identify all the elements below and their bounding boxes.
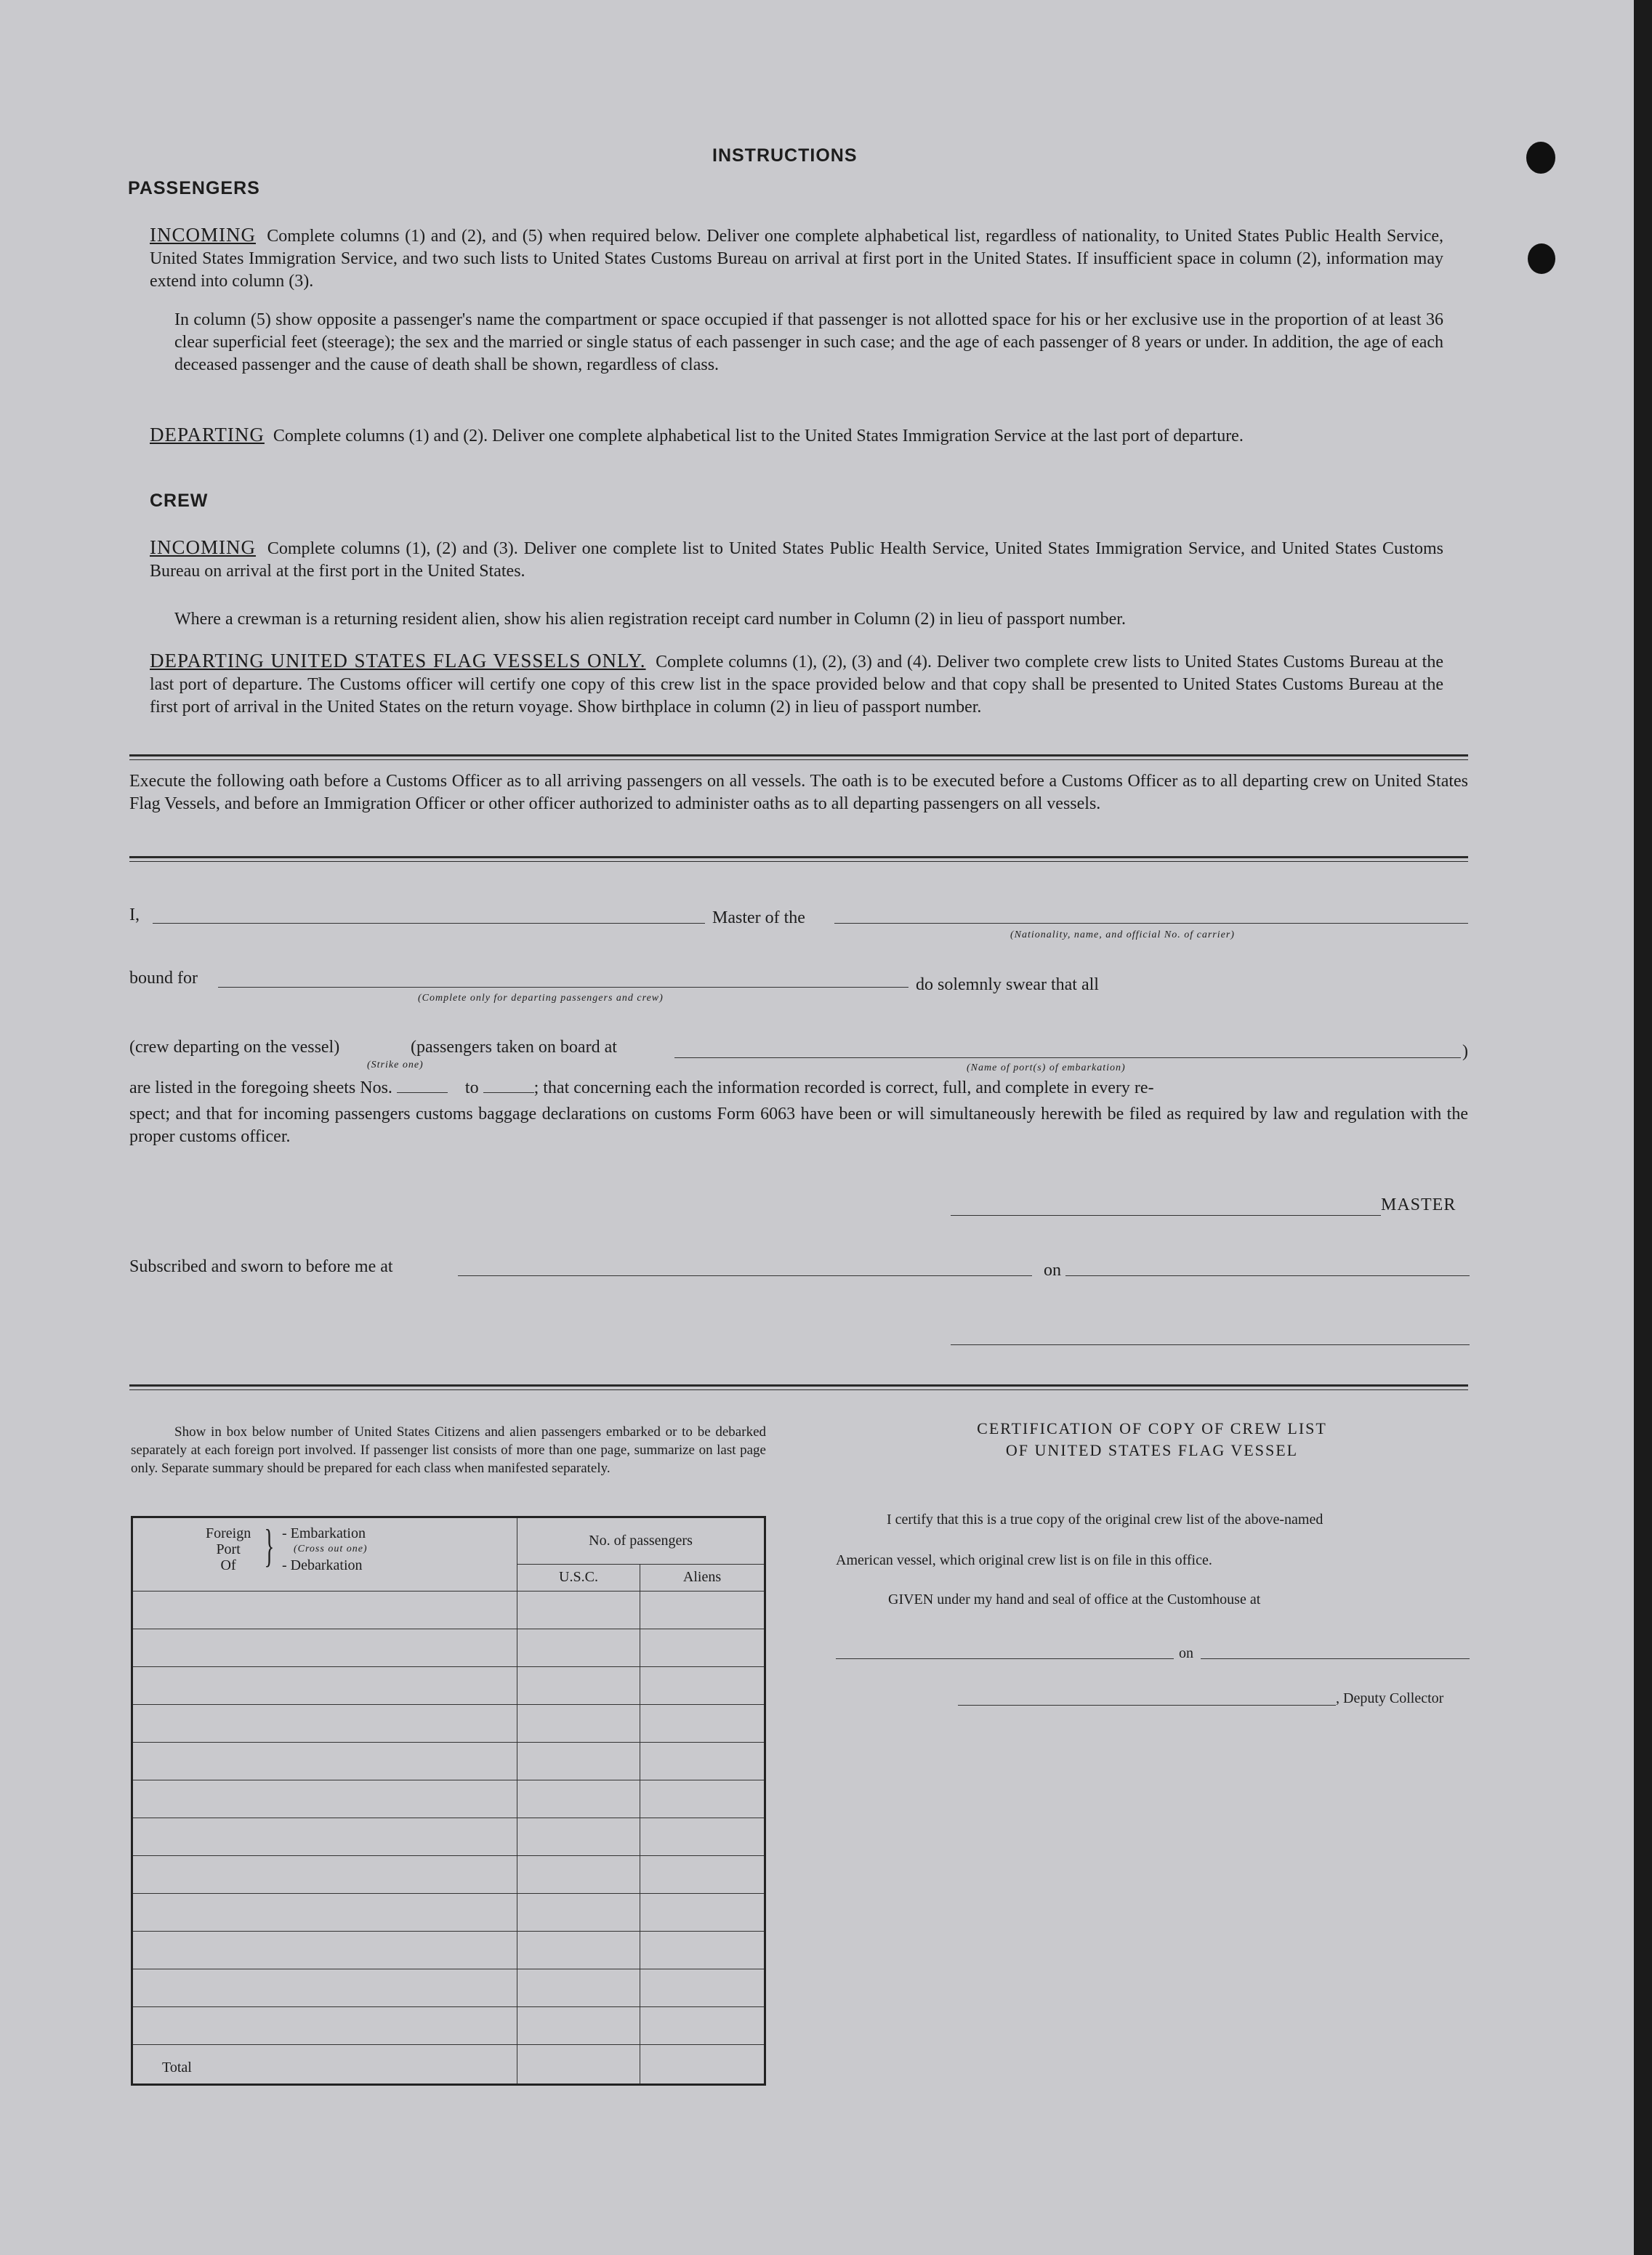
total-aliens-cell[interactable] xyxy=(640,2045,765,2085)
port-cell[interactable] xyxy=(132,1894,517,1932)
passengers-heading: PASSENGERS xyxy=(128,178,260,198)
passengers-departing-text: Complete columns (1) and (2). Deliver one complete alphabetical list to the United States Immigration Service at the last port of departure. xyxy=(273,427,1244,445)
swear-label: do solemnly swear that all xyxy=(916,975,1099,994)
aliens-cell[interactable] xyxy=(640,1743,765,1780)
oath-instructions: Execute the following oath before a Customs Officer as to all arriving passengers on all vessels. The oath is to be executed before a Customs Officer as to all departing crew on United States Flag Vessels, and before an Immigration Officer or other officer authorized to administer oaths as to all departing passengers on all vessels. xyxy=(129,772,1468,813)
bound-for-label: bound for xyxy=(129,969,198,988)
embarkation-ports-field[interactable] xyxy=(674,1057,1461,1058)
crew-flag-text: Complete columns (1), (2), (3) and (4). Deliver two complete crew lists to United States Customs Bureau at the last port of departure. The Customs officer will certify one copy of this crew list in the space provided below and that copy shall be presented to United States Customs Bureau at the first port of arrival in the United States on the return voyage. Show birthplace in column (2) in lieu of passport number. xyxy=(150,653,1444,717)
certification-date-field[interactable] xyxy=(1201,1658,1470,1659)
master-label: MASTER xyxy=(1381,1195,1456,1214)
aliens-cell[interactable] xyxy=(640,1969,765,2007)
port-cell[interactable] xyxy=(132,1932,517,1969)
port-cell[interactable] xyxy=(132,1856,517,1894)
aliens-header: Aliens xyxy=(640,1564,765,1591)
usc-cell[interactable] xyxy=(517,1705,640,1743)
embarkation-label: - Embarkation xyxy=(282,1525,366,1541)
section-divider xyxy=(129,754,1468,757)
crew-flag-block xyxy=(150,650,1443,719)
sheets-line xyxy=(129,1078,1468,1098)
usc-cell[interactable] xyxy=(517,1932,640,1969)
usc-cell[interactable] xyxy=(517,1592,640,1629)
passenger-summary-table xyxy=(131,1516,766,2086)
officer-signature-field[interactable] xyxy=(951,1344,1470,1345)
brace-icon: } xyxy=(264,1520,275,1571)
port-cell[interactable] xyxy=(132,1705,517,1743)
sheet-from-field[interactable] xyxy=(397,1092,448,1093)
certification-title-line2: OF UNITED STATES FLAG VESSEL xyxy=(1005,1441,1299,1459)
given-text: GIVEN under my hand and seal of office at the Customhouse at xyxy=(888,1592,1261,1607)
foreign-port-of xyxy=(206,1525,251,1573)
aliens-cell[interactable] xyxy=(640,1856,765,1894)
usc-cell[interactable] xyxy=(517,1969,640,2007)
usc-cell[interactable] xyxy=(517,1780,640,1818)
port-cell[interactable] xyxy=(132,1629,517,1667)
aliens-cell[interactable] xyxy=(640,1780,765,1818)
page-title: INSTRUCTIONS xyxy=(712,145,858,166)
usc-cell[interactable] xyxy=(517,1667,640,1705)
master-signature-field[interactable] xyxy=(951,1215,1381,1216)
port-cell[interactable] xyxy=(132,1667,517,1705)
debarkation-label: - Debarkation xyxy=(282,1557,363,1573)
aliens-cell[interactable] xyxy=(640,2007,765,2045)
crew-incoming-text: Complete columns (1), (2) and (3). Deliver one complete list to United States Public Health Service, United States Immigration Service, and United States Customs Bureau on arrival at the first port in the United States. xyxy=(150,539,1443,581)
crew-alien-text: Where a crewman is a returning resident alien, show his alien registration receipt card number in Column (2) in lieu of passport number. xyxy=(174,610,1126,629)
passengers-incoming-label: INCOMING xyxy=(150,224,256,246)
certify-line2: American vessel, which original crew list is on file in this office. xyxy=(836,1552,1212,1568)
summary-note: Show in box below number of United States Citizens and alien passengers embarked or to be debarked separately at each foreign port involved. If passenger list consists of more than one page, summarize on last page only. Separate summary should be prepared for each class when manifested separately. xyxy=(131,1424,766,1476)
port-cell[interactable] xyxy=(132,1969,517,2007)
strike-one-caption: (Strike one) xyxy=(367,1060,424,1070)
aliens-cell[interactable] xyxy=(640,1932,765,1969)
port-label: Port xyxy=(216,1541,241,1557)
port-cell[interactable] xyxy=(132,1818,517,1856)
usc-cell[interactable] xyxy=(517,2007,640,2045)
deputy-signature-field[interactable] xyxy=(958,1705,1336,1706)
crew-flag-label: DEPARTING UNITED STATES FLAG VESSELS ONLY. xyxy=(150,650,646,671)
aliens-cell[interactable] xyxy=(640,1818,765,1856)
total-usc-cell[interactable] xyxy=(517,2045,640,2085)
lower-divider xyxy=(129,1384,1468,1387)
bound-for-field[interactable] xyxy=(218,987,908,988)
oath-i-label: I, xyxy=(129,905,140,924)
oath-divider xyxy=(129,856,1468,858)
usc-cell[interactable] xyxy=(517,1894,640,1932)
sheet-to-field[interactable] xyxy=(483,1092,534,1093)
no-of-passengers-header: No. of passengers xyxy=(517,1517,765,1565)
port-header-cell xyxy=(132,1517,517,1592)
master-of-the-label: Master of the xyxy=(712,908,805,927)
sheets-suffix: ; that concerning each the information recorded is correct, full, and complete in every re- xyxy=(533,1078,1154,1097)
cross-out-caption: (Cross out one) xyxy=(294,1544,368,1554)
carrier-caption: (Nationality, name, and official No. of carrier) xyxy=(1010,929,1235,940)
total-label-cell xyxy=(132,2045,517,2085)
port-cell[interactable] xyxy=(132,1743,517,1780)
bound-for-caption: (Complete only for departing passengers and crew) xyxy=(418,993,664,1004)
crew-incoming-block xyxy=(150,536,1443,583)
punch-hole-top xyxy=(1526,142,1555,174)
sheets-to-label: to xyxy=(464,1078,479,1097)
close-paren: ) xyxy=(1462,1042,1468,1061)
usc-cell[interactable] xyxy=(517,1818,640,1856)
subscribed-label: Subscribed and sworn to before me at xyxy=(129,1257,393,1276)
aliens-cell[interactable] xyxy=(640,1629,765,1667)
usc-cell[interactable] xyxy=(517,1856,640,1894)
passengers-departing-block xyxy=(150,424,1443,448)
crew-departing-label: (crew departing on the vessel) xyxy=(129,1038,340,1057)
aliens-cell[interactable] xyxy=(640,1592,765,1629)
passengers-taken-label: (passengers taken on board at xyxy=(411,1038,617,1057)
lower-divider-thin xyxy=(129,1389,1468,1390)
carrier-field[interactable] xyxy=(834,923,1468,924)
oath-body-rest: spect; and that for incoming passengers customs baggage declarations on customs Form 6063 have been or will simultaneously herewith be filed as required by law and regulation with the proper customs officer. xyxy=(129,1105,1468,1146)
passengers-departing-label: DEPARTING xyxy=(150,424,265,445)
punch-hole-second xyxy=(1528,243,1555,274)
usc-cell[interactable] xyxy=(517,1629,640,1667)
passengers-incoming-block xyxy=(150,224,1443,293)
subscribed-date-field[interactable] xyxy=(1065,1275,1470,1276)
certification-on-label: on xyxy=(1179,1645,1193,1661)
section-divider-thin xyxy=(129,759,1468,760)
crew-incoming-label: INCOMING xyxy=(150,536,256,558)
oath-divider-thin xyxy=(129,861,1468,862)
aliens-cell[interactable] xyxy=(640,1705,765,1743)
foreign-label: Foreign xyxy=(206,1525,251,1541)
passengers-column5-text: In column (5) show opposite a passenger's name the compartment or space occupied if that passenger is not allotted space for his or her exclusive use in the proportion of at least 36 clear superficial feet (steerage); the sex and the married or single status of each passenger in such case; and the age of each passenger of 8 years or under. In addition, the age of each deceased passenger and the cause of death shall be shown, regardless of class. xyxy=(174,310,1443,374)
passengers-incoming-text: Complete columns (1) and (2), and (5) when required below. Deliver one complete alphabetical list, regardless of nationality, to United States Public Health Service, United States Immigration Service, and two such lists to United States Customs Bureau on arrival at first port in the United States. If insufficient space in column (2), information may extend into column (3). xyxy=(150,227,1444,291)
port-cell[interactable] xyxy=(132,1780,517,1818)
customhouse-field[interactable] xyxy=(836,1658,1174,1659)
of-label: Of xyxy=(220,1557,236,1573)
total-label: Total xyxy=(162,2060,192,2076)
certification-title-line1: CERTIFICATION OF COPY OF CREW LIST xyxy=(977,1419,1327,1437)
deputy-collector-label: , Deputy Collector xyxy=(1336,1690,1444,1706)
usc-header: U.S.C. xyxy=(517,1564,640,1591)
ports-caption: (Name of port(s) of embarkation) xyxy=(967,1062,1126,1073)
subscribed-on-label: on xyxy=(1044,1261,1061,1280)
master-name-field[interactable] xyxy=(153,923,705,924)
aliens-cell[interactable] xyxy=(640,1667,765,1705)
aliens-cell[interactable] xyxy=(640,1894,765,1932)
subscribed-place-field[interactable] xyxy=(458,1275,1032,1276)
port-cell[interactable] xyxy=(132,1592,517,1629)
sheets-prefix: are listed in the foregoing sheets Nos. xyxy=(129,1078,392,1097)
port-cell[interactable] xyxy=(132,2007,517,2045)
crew-heading: CREW xyxy=(150,491,209,511)
certify-line1: I certify that this is a true copy of the original crew list of the above-named xyxy=(887,1512,1323,1528)
usc-cell[interactable] xyxy=(517,1743,640,1780)
